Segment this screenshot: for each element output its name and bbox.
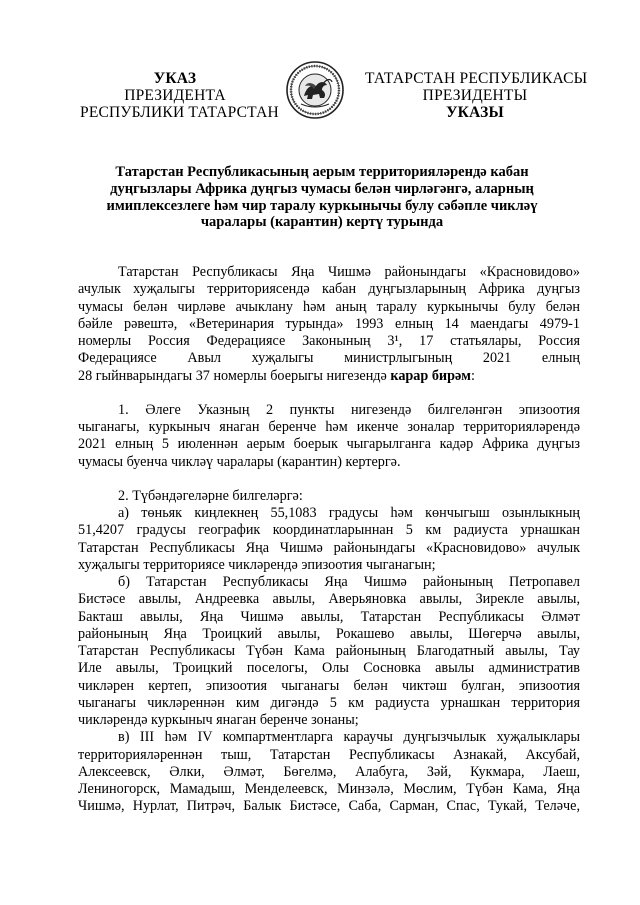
preamble-line: ачулык хуҗалыгы территориясендә кабан дуңгызларының Африка дуңгыз bbox=[78, 281, 580, 298]
coat-of-arms-icon bbox=[285, 60, 345, 120]
preamble-line: Федерациясе Авыл хуҗалыгы министрлыгының 2021 елның bbox=[78, 350, 580, 367]
item2a-line: а) төньяк киңлекнең 55,1083 градусы һәм көнчыгыш озынлыкның bbox=[118, 505, 580, 521]
item1-line: чумасы буенча чикләү чаралары (карантин) кертергә. bbox=[78, 453, 401, 470]
header-left-line-1: УКАЗ bbox=[153, 70, 197, 87]
item2b-line: Татарстан Республикасы Түбән Кама районының Благодатный авылы, Тау bbox=[78, 643, 580, 659]
decree-title bbox=[72, 164, 572, 231]
item2b-line: районының Яңа Троицкий авылы, Рокашево авылы, Шөгерчә авылы, bbox=[78, 625, 580, 642]
item2a-line: 51,4207 градусы географик координатларыннан 5 км радиуста урнашкан bbox=[78, 522, 580, 539]
item1-line: чыганагы, куркыныч янаган беренче һәм икенче зоналар территорияләрендә bbox=[78, 419, 580, 435]
item2b-line: чикләрен кертеп, эпизоотия чыганагы белән чиктәш булган, эпизоотия bbox=[78, 677, 580, 694]
header-left-line-2: ПРЕЗИДЕНТА bbox=[124, 87, 226, 104]
item2a-line: хуҗалыгы территориясе чикләрендә эпизоотия чыганагын; bbox=[78, 556, 436, 573]
item2b-line: чикләрендә куркыныч янаган беренче зонаны; bbox=[78, 712, 359, 728]
item2b-line: Бистәсе авылы, Андреевка авылы, Аверьяновка авылы, Зирекле авылы, bbox=[78, 591, 580, 608]
decision-end: : bbox=[470, 367, 475, 384]
header-left-ru bbox=[80, 70, 279, 121]
decision-phrase: карар бирәм bbox=[390, 367, 471, 384]
preamble-line: 28 гыйнварындагы 37 номерлы боерыгы нигезендә bbox=[78, 367, 387, 384]
title-line: чаралары (карантин) кертү турында bbox=[200, 214, 444, 231]
title-line: дуңгызлары Африка дуңгыз чумасы белән чирләгәнгә, аларның bbox=[110, 180, 534, 197]
item2v-line: Чишмә, Нурлат, Питрәч, Балык Бистәсе, Саба, Сарман, Спас, Тукай, Теләче, bbox=[78, 798, 580, 815]
item2v-line: территорияләреннән тыш, Татарстан Республикасы Азнакай, Аксубай, bbox=[78, 746, 580, 763]
item2v-line: в) III һәм IV компартментларга караучы дуңгызчылык хуҗалыклары bbox=[118, 729, 580, 746]
item1-line: 2021 елның 5 июленнән аерым боерык чыгарылганга кадәр Африка дуңгыз bbox=[78, 436, 580, 453]
preamble-line: чумасы белән чирләве ачыклану һәм аның таралу куркынычы булу белән bbox=[78, 298, 580, 315]
preamble-last-line bbox=[78, 368, 580, 385]
item2v-line: Лениногорск, Мамадыш, Менделеевск, Минзәлә, Мөслим, Түбән Кама, Яңа bbox=[78, 781, 580, 797]
item2b-line: чыганагы чикләреннән ким дигәндә 5 км радиуста урнашкан территория bbox=[78, 694, 580, 711]
header-left-line-3: РЕСПУБЛИКИ ТАТАРСТАН bbox=[80, 104, 279, 121]
item2b-line: б) Татарстан Республикасы Яңа Чишмә районының Петропавел bbox=[118, 574, 580, 590]
item2v-line: Алексеевск, Әлки, Әлмәт, Бөгелмә, Алабуга, Зәй, Кукмара, Лаеш, bbox=[78, 763, 580, 780]
item2-heading: 2. Түбәндәгеләрне билгеләргә: bbox=[118, 487, 303, 504]
preamble-line: бәйле рәвештә, «Ветеринария турында» 1993 елның 14 маендагы 4979-1 bbox=[78, 315, 580, 332]
preamble-line: Татарстан Республикасы Яңа Чишмә районындагы «Красновидово» bbox=[118, 264, 580, 280]
header-right-line-3: УКАЗЫ bbox=[446, 104, 504, 121]
item2b-line: Иле авылы, Троицкий поселогы, Олы Сосновка авылы административ bbox=[78, 660, 580, 677]
title-line: имиплексезлеге һәм чир таралу куркынычы булу сәбәпле чикләү bbox=[106, 197, 538, 214]
item1-line: 1. Әлеге Указның 2 пункты нигезендә билгеләнгән эпизоотия bbox=[118, 401, 580, 418]
header-right-line-1: ТАТАРСТАН РЕСПУБЛИКАСЫ bbox=[365, 70, 588, 87]
item2a-line: Татарстан Республикасы Яңа Чишмә районындагы «Красновидово» ачулык bbox=[78, 539, 580, 556]
decree-body bbox=[78, 264, 580, 816]
header-right-line-2: ПРЕЗИДЕНТЫ bbox=[422, 87, 528, 104]
header-right-tt bbox=[365, 70, 588, 121]
preamble-line: номерлы Россия Федерациясе Законының 3¹, 17 статьялары, Россия bbox=[78, 333, 580, 349]
spacer bbox=[78, 385, 580, 402]
title-line: Татарстан Республикасының аерым территорияләрендә кабан bbox=[115, 164, 529, 180]
spacer bbox=[78, 471, 580, 488]
item2b-line: Бакташ авылы, Яңа Чишмә авылы, Татарстан Республикасы Әлмәт bbox=[78, 608, 580, 625]
